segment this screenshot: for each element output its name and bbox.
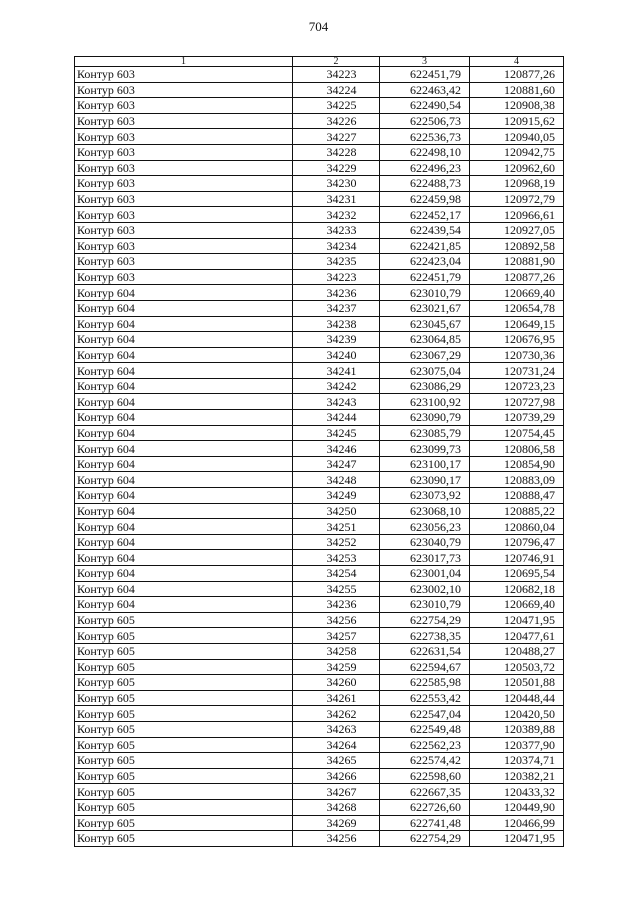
- table-row: [75, 425, 564, 441]
- x-coordinate-cell: 622754,29: [380, 831, 470, 847]
- table-row: [75, 207, 564, 223]
- contour-name-cell: Контур 603: [75, 144, 293, 160]
- table-row: [75, 488, 564, 504]
- x-coordinate-cell: 622451,79: [380, 269, 470, 285]
- x-coordinate-cell: 622549,48: [380, 721, 470, 737]
- contour-name-cell: Контур 605: [75, 784, 293, 800]
- contour-name-cell: Контур 604: [75, 410, 293, 426]
- point-number-cell: 34246: [293, 441, 380, 457]
- y-coordinate-cell: 120754,45: [470, 425, 564, 441]
- x-coordinate-cell: 622738,35: [380, 628, 470, 644]
- point-number-cell: 34261: [293, 690, 380, 706]
- table-row: [75, 300, 564, 316]
- table-row: [75, 519, 564, 535]
- table-row: [75, 113, 564, 129]
- x-coordinate-cell: 622506,73: [380, 113, 470, 129]
- table-row: [75, 191, 564, 207]
- point-number-cell: 34236: [293, 285, 380, 301]
- x-coordinate-cell: 623090,17: [380, 472, 470, 488]
- y-coordinate-cell: 120669,40: [470, 285, 564, 301]
- y-coordinate-cell: 120488,27: [470, 643, 564, 659]
- x-coordinate-cell: 623010,79: [380, 285, 470, 301]
- table-row: [75, 456, 564, 472]
- point-number-cell: 34268: [293, 799, 380, 815]
- x-coordinate-cell: 622452,17: [380, 207, 470, 223]
- y-coordinate-cell: 120885,22: [470, 503, 564, 519]
- x-coordinate-cell: 622488,73: [380, 176, 470, 192]
- x-coordinate-cell: 623068,10: [380, 503, 470, 519]
- coordinates-table: [74, 56, 564, 847]
- contour-name-cell: Контур 605: [75, 659, 293, 675]
- y-coordinate-cell: 120892,58: [470, 238, 564, 254]
- y-coordinate-cell: 120449,90: [470, 799, 564, 815]
- contour-name-cell: Контур 603: [75, 238, 293, 254]
- table-row: [75, 597, 564, 613]
- y-coordinate-cell: 120796,47: [470, 534, 564, 550]
- contour-name-cell: Контур 603: [75, 113, 293, 129]
- point-number-cell: 34259: [293, 659, 380, 675]
- table-row: [75, 378, 564, 394]
- x-coordinate-cell: 623067,29: [380, 347, 470, 363]
- y-coordinate-cell: 120883,09: [470, 472, 564, 488]
- point-number-cell: 34265: [293, 753, 380, 769]
- contour-name-cell: Контур 604: [75, 550, 293, 566]
- contour-name-cell: Контур 603: [75, 176, 293, 192]
- table-row: [75, 316, 564, 332]
- point-number-cell: 34267: [293, 784, 380, 800]
- point-number-cell: 34234: [293, 238, 380, 254]
- contour-name-cell: Контур 603: [75, 82, 293, 98]
- table-row: [75, 285, 564, 301]
- point-number-cell: 34231: [293, 191, 380, 207]
- contour-name-cell: Контур 603: [75, 129, 293, 145]
- point-number-cell: 34236: [293, 597, 380, 613]
- x-coordinate-cell: 622421,85: [380, 238, 470, 254]
- y-coordinate-cell: 120727,98: [470, 394, 564, 410]
- point-number-cell: 34252: [293, 534, 380, 550]
- point-number-cell: 34253: [293, 550, 380, 566]
- x-coordinate-cell: 622594,67: [380, 659, 470, 675]
- point-number-cell: 34249: [293, 488, 380, 504]
- y-coordinate-cell: 120723,23: [470, 378, 564, 394]
- contour-name-cell: Контур 604: [75, 363, 293, 379]
- contour-name-cell: Контур 604: [75, 519, 293, 535]
- point-number-cell: 34244: [293, 410, 380, 426]
- x-coordinate-cell: 622496,23: [380, 160, 470, 176]
- y-coordinate-cell: 120374,71: [470, 753, 564, 769]
- y-coordinate-cell: 120676,95: [470, 332, 564, 348]
- contour-name-cell: Контур 605: [75, 753, 293, 769]
- point-number-cell: 34227: [293, 129, 380, 145]
- table-row: [75, 129, 564, 145]
- x-coordinate-cell: 622553,42: [380, 690, 470, 706]
- table-row: [75, 176, 564, 192]
- x-coordinate-cell: 623064,85: [380, 332, 470, 348]
- x-coordinate-cell: 623085,79: [380, 425, 470, 441]
- point-number-cell: 34255: [293, 581, 380, 597]
- point-number-cell: 34257: [293, 628, 380, 644]
- table-row: [75, 566, 564, 582]
- table-row: [75, 659, 564, 675]
- point-number-cell: 34254: [293, 566, 380, 582]
- y-coordinate-cell: 120739,29: [470, 410, 564, 426]
- contour-name-cell: Контур 603: [75, 207, 293, 223]
- x-coordinate-cell: 623100,17: [380, 456, 470, 472]
- table-row: [75, 503, 564, 519]
- x-coordinate-cell: 623045,67: [380, 316, 470, 332]
- contour-name-cell: Контур 604: [75, 425, 293, 441]
- point-number-cell: 34269: [293, 815, 380, 831]
- header-row: [75, 57, 564, 67]
- x-coordinate-cell: 622536,73: [380, 129, 470, 145]
- table-row: [75, 82, 564, 98]
- contour-name-cell: Контур 604: [75, 488, 293, 504]
- point-number-cell: 34262: [293, 706, 380, 722]
- x-coordinate-cell: 623075,04: [380, 363, 470, 379]
- table-row: [75, 550, 564, 566]
- contour-name-cell: Контур 605: [75, 675, 293, 691]
- x-coordinate-cell: 622451,79: [380, 67, 470, 83]
- y-coordinate-cell: 120966,61: [470, 207, 564, 223]
- x-coordinate-cell: 622490,54: [380, 98, 470, 114]
- table-row: [75, 238, 564, 254]
- table-row: [75, 67, 564, 83]
- point-number-cell: 34235: [293, 254, 380, 270]
- header-cell-3: 3: [380, 57, 470, 67]
- y-coordinate-cell: 120377,90: [470, 737, 564, 753]
- contour-name-cell: Контур 604: [75, 566, 293, 582]
- table-body: [75, 67, 564, 847]
- x-coordinate-cell: 622439,54: [380, 222, 470, 238]
- contour-name-cell: Контур 604: [75, 441, 293, 457]
- contour-name-cell: Контур 604: [75, 316, 293, 332]
- y-coordinate-cell: 120501,88: [470, 675, 564, 691]
- contour-name-cell: Контур 604: [75, 581, 293, 597]
- table-row: [75, 581, 564, 597]
- point-number-cell: 34264: [293, 737, 380, 753]
- y-coordinate-cell: 120471,95: [470, 612, 564, 628]
- contour-name-cell: Контур 605: [75, 690, 293, 706]
- table-row: [75, 675, 564, 691]
- table-row: [75, 160, 564, 176]
- table-row: [75, 784, 564, 800]
- y-coordinate-cell: 120927,05: [470, 222, 564, 238]
- y-coordinate-cell: 120389,88: [470, 721, 564, 737]
- table-row: [75, 721, 564, 737]
- point-number-cell: 34256: [293, 612, 380, 628]
- contour-name-cell: Контур 604: [75, 503, 293, 519]
- contour-name-cell: Контур 603: [75, 254, 293, 270]
- contour-name-cell: Контур 605: [75, 768, 293, 784]
- table-row: [75, 394, 564, 410]
- contour-name-cell: Контур 604: [75, 394, 293, 410]
- point-number-cell: 34230: [293, 176, 380, 192]
- table-row: [75, 222, 564, 238]
- x-coordinate-cell: 622741,48: [380, 815, 470, 831]
- contour-name-cell: Контур 605: [75, 628, 293, 644]
- point-number-cell: 34263: [293, 721, 380, 737]
- point-number-cell: 34233: [293, 222, 380, 238]
- contour-name-cell: Контур 604: [75, 534, 293, 550]
- table-row: [75, 768, 564, 784]
- point-number-cell: 34251: [293, 519, 380, 535]
- table-row: [75, 347, 564, 363]
- point-number-cell: 34245: [293, 425, 380, 441]
- contour-name-cell: Контур 604: [75, 300, 293, 316]
- y-coordinate-cell: 120420,50: [470, 706, 564, 722]
- y-coordinate-cell: 120654,78: [470, 300, 564, 316]
- y-coordinate-cell: 120695,54: [470, 566, 564, 582]
- x-coordinate-cell: 622726,60: [380, 799, 470, 815]
- point-number-cell: 34223: [293, 269, 380, 285]
- x-coordinate-cell: 623056,23: [380, 519, 470, 535]
- contour-name-cell: Контур 603: [75, 222, 293, 238]
- x-coordinate-cell: 622585,98: [380, 675, 470, 691]
- contour-name-cell: Контур 603: [75, 67, 293, 83]
- table-row: [75, 332, 564, 348]
- page-number: 704: [308, 19, 329, 34]
- contour-name-cell: Контур 603: [75, 269, 293, 285]
- x-coordinate-cell: 623100,92: [380, 394, 470, 410]
- point-number-cell: 34223: [293, 67, 380, 83]
- point-number-cell: 34232: [293, 207, 380, 223]
- point-number-cell: 34250: [293, 503, 380, 519]
- x-coordinate-cell: 622423,04: [380, 254, 470, 270]
- contour-name-cell: Контур 605: [75, 721, 293, 737]
- x-coordinate-cell: 622463,42: [380, 82, 470, 98]
- contour-name-cell: Контур 605: [75, 643, 293, 659]
- x-coordinate-cell: 623001,04: [380, 566, 470, 582]
- point-number-cell: 34266: [293, 768, 380, 784]
- point-number-cell: 34258: [293, 643, 380, 659]
- y-coordinate-cell: 120731,24: [470, 363, 564, 379]
- table-row: [75, 831, 564, 847]
- y-coordinate-cell: 120854,90: [470, 456, 564, 472]
- y-coordinate-cell: 120877,26: [470, 67, 564, 83]
- x-coordinate-cell: 623010,79: [380, 597, 470, 613]
- y-coordinate-cell: 120968,19: [470, 176, 564, 192]
- y-coordinate-cell: 120942,75: [470, 144, 564, 160]
- x-coordinate-cell: 623073,92: [380, 488, 470, 504]
- header-cell-2: 2: [293, 57, 380, 67]
- x-coordinate-cell: 623099,73: [380, 441, 470, 457]
- y-coordinate-cell: 120466,99: [470, 815, 564, 831]
- header-cell-1: 1: [75, 57, 293, 67]
- contour-name-cell: Контур 604: [75, 597, 293, 613]
- table-row: [75, 534, 564, 550]
- contour-name-cell: Контур 604: [75, 285, 293, 301]
- x-coordinate-cell: 623002,10: [380, 581, 470, 597]
- contour-name-cell: Контур 605: [75, 815, 293, 831]
- table-row: [75, 753, 564, 769]
- table-row: [75, 643, 564, 659]
- x-coordinate-cell: 622631,54: [380, 643, 470, 659]
- x-coordinate-cell: 623017,73: [380, 550, 470, 566]
- y-coordinate-cell: 120730,36: [470, 347, 564, 363]
- y-coordinate-cell: 120877,26: [470, 269, 564, 285]
- y-coordinate-cell: 120881,90: [470, 254, 564, 270]
- table-row: [75, 737, 564, 753]
- table-row: [75, 628, 564, 644]
- x-coordinate-cell: 622498,10: [380, 144, 470, 160]
- contour-name-cell: Контур 604: [75, 472, 293, 488]
- point-number-cell: 34241: [293, 363, 380, 379]
- y-coordinate-cell: 120915,62: [470, 113, 564, 129]
- x-coordinate-cell: 622562,23: [380, 737, 470, 753]
- point-number-cell: 34256: [293, 831, 380, 847]
- table-header: [75, 57, 564, 67]
- y-coordinate-cell: 120860,04: [470, 519, 564, 535]
- contour-name-cell: Контур 603: [75, 98, 293, 114]
- table-row: [75, 441, 564, 457]
- point-number-cell: 34248: [293, 472, 380, 488]
- contour-name-cell: Контур 605: [75, 706, 293, 722]
- y-coordinate-cell: 120669,40: [470, 597, 564, 613]
- table-row: [75, 410, 564, 426]
- y-coordinate-cell: 120433,32: [470, 784, 564, 800]
- y-coordinate-cell: 120940,05: [470, 129, 564, 145]
- point-number-cell: 34226: [293, 113, 380, 129]
- table-row: [75, 690, 564, 706]
- point-number-cell: 34237: [293, 300, 380, 316]
- contour-name-cell: Контур 605: [75, 737, 293, 753]
- table-row: [75, 269, 564, 285]
- point-number-cell: 34243: [293, 394, 380, 410]
- y-coordinate-cell: 120503,72: [470, 659, 564, 675]
- x-coordinate-cell: 623090,79: [380, 410, 470, 426]
- point-number-cell: 34239: [293, 332, 380, 348]
- header-cell-4: 4: [470, 57, 564, 67]
- y-coordinate-cell: 120448,44: [470, 690, 564, 706]
- point-number-cell: 34229: [293, 160, 380, 176]
- table-row: [75, 98, 564, 114]
- x-coordinate-cell: 622547,04: [380, 706, 470, 722]
- x-coordinate-cell: 623040,79: [380, 534, 470, 550]
- y-coordinate-cell: 120881,60: [470, 82, 564, 98]
- y-coordinate-cell: 120477,61: [470, 628, 564, 644]
- table-row: [75, 144, 564, 160]
- point-number-cell: 34224: [293, 82, 380, 98]
- x-coordinate-cell: 623086,29: [380, 378, 470, 394]
- table-row: [75, 254, 564, 270]
- contour-name-cell: Контур 605: [75, 799, 293, 815]
- y-coordinate-cell: 120682,18: [470, 581, 564, 597]
- contour-name-cell: Контур 604: [75, 347, 293, 363]
- x-coordinate-cell: 623021,67: [380, 300, 470, 316]
- contour-name-cell: Контур 605: [75, 831, 293, 847]
- contour-name-cell: Контур 604: [75, 332, 293, 348]
- contour-name-cell: Контур 603: [75, 191, 293, 207]
- x-coordinate-cell: 622667,35: [380, 784, 470, 800]
- x-coordinate-cell: 622598,60: [380, 768, 470, 784]
- point-number-cell: 34240: [293, 347, 380, 363]
- x-coordinate-cell: 622754,29: [380, 612, 470, 628]
- y-coordinate-cell: 120972,79: [470, 191, 564, 207]
- y-coordinate-cell: 120649,15: [470, 316, 564, 332]
- contour-name-cell: Контур 604: [75, 456, 293, 472]
- point-number-cell: 34247: [293, 456, 380, 472]
- table-row: [75, 612, 564, 628]
- table-row: [75, 815, 564, 831]
- table-row: [75, 706, 564, 722]
- table-row: [75, 799, 564, 815]
- y-coordinate-cell: 120382,21: [470, 768, 564, 784]
- contour-name-cell: Контур 603: [75, 160, 293, 176]
- y-coordinate-cell: 120888,47: [470, 488, 564, 504]
- point-number-cell: 34260: [293, 675, 380, 691]
- y-coordinate-cell: 120806,58: [470, 441, 564, 457]
- y-coordinate-cell: 120471,95: [470, 831, 564, 847]
- point-number-cell: 34242: [293, 378, 380, 394]
- contour-name-cell: Контур 604: [75, 378, 293, 394]
- y-coordinate-cell: 120962,60: [470, 160, 564, 176]
- table-row: [75, 363, 564, 379]
- point-number-cell: 34225: [293, 98, 380, 114]
- point-number-cell: 34228: [293, 144, 380, 160]
- contour-name-cell: Контур 605: [75, 612, 293, 628]
- table-row: [75, 472, 564, 488]
- x-coordinate-cell: 622459,98: [380, 191, 470, 207]
- y-coordinate-cell: 120746,91: [470, 550, 564, 566]
- y-coordinate-cell: 120908,38: [470, 98, 564, 114]
- x-coordinate-cell: 622574,42: [380, 753, 470, 769]
- point-number-cell: 34238: [293, 316, 380, 332]
